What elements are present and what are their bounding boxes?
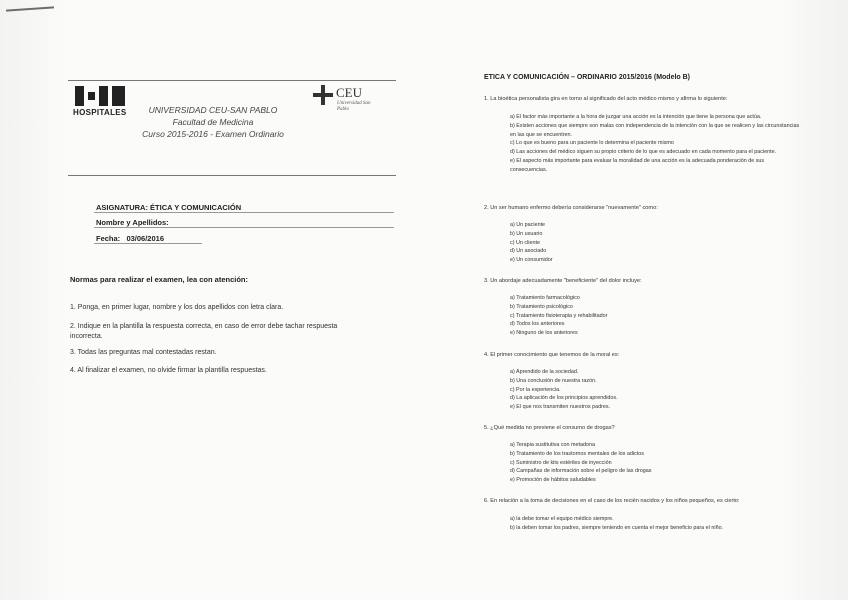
question-3-options	[510, 294, 800, 338]
option: e) Promoción de hábitos saludables	[510, 477, 596, 484]
option: b) Una conclusión de nuestra razón.	[510, 377, 597, 384]
option: a) la debe tomar el equipo médico siempre.	[510, 516, 614, 522]
header-bottom-rule	[68, 175, 396, 176]
hm-hospitales-logo	[75, 86, 125, 106]
university-name: UNIVERSIDAD CEU-SAN PABLO	[148, 105, 278, 115]
option: c) Lo que es bueno para un paciente lo determina el paciente mismo	[510, 140, 674, 147]
option: a) Terapia sustitutiva con metadona	[510, 442, 596, 448]
option: e) Ninguno de los anteriores	[510, 330, 578, 337]
option: d) Un asociado	[510, 248, 547, 255]
option: c) Un cliente	[510, 239, 540, 246]
question-6-options	[510, 515, 800, 533]
norm-item: 3. Todas las preguntas mal contestadas restan.	[70, 349, 217, 356]
option: b) Existen acciones que siempre son malas con independencia de la intención con la que se realicen y las circunstancias en las que se encuentren.	[510, 122, 800, 138]
option: c) Suministro de kits estériles de inyección	[510, 459, 612, 466]
option: d) Las acciones del médico siguen su propio criterio de lo que es adecuado en cada momento para el paciente.	[510, 149, 777, 156]
option: b) la deben tomar los padres, siempre teniendo en cuenta el mejor beneficio para el niño.	[510, 524, 724, 531]
hospital-name: HOSPITALES	[73, 108, 127, 117]
option: b) Un usuario	[510, 230, 543, 237]
option: e) El aspecto más importante para evaluar la moralidad de una acción es la adecuada ponderación de sus consecuencias.	[510, 157, 765, 173]
question-6: 6. En relación a la toma de decisiones en el caso de los recién nacidos y los niños pequeños, es cierto:	[484, 498, 740, 504]
option: b) Tratamiento de los trastornos mentales de los adictos	[510, 450, 644, 457]
norm-item: 1. Ponga, en primer lugar, nombre y los dos apellidos con letra clara.	[70, 304, 284, 311]
option: e) El que nos transmiten nuestros padres.	[510, 404, 611, 411]
option: e) Un consumidor	[510, 257, 553, 264]
faculty-name: Facultad de Medicina	[172, 117, 254, 127]
question-4: 4. El primer conocimiento que tenemos de la moral es:	[484, 352, 620, 358]
option: a) El factor más importante a la hora de juzgar una acción es la intención que tiene la persona que actúa.	[510, 114, 762, 120]
exam-title: ETICA Y COMUNICACIÓN – ORDINARIO 2015/2016 (Modelo B)	[484, 74, 691, 81]
ceu-logo-subtitle: Universidad San Pablo	[337, 101, 371, 112]
name-rule	[94, 227, 394, 228]
option: b) Tratamiento psicológico	[510, 303, 573, 310]
ceu-logo-text: CEU	[336, 85, 362, 100]
question-2: 2. Un ser humano enfermo debería considerarse "nuevamente" como:	[484, 205, 658, 211]
date-value: 03/06/2016	[126, 234, 164, 243]
ceu-cross-icon	[313, 85, 333, 105]
question-1: 1. La bioética personalista gira en torno al significado del acto médico mismo y afirma lo siguiente:	[484, 96, 728, 102]
date-rule	[94, 243, 202, 244]
question-3: 3. Un abordaje adecuadamente "beneficiente" del dolor incluye:	[484, 278, 642, 284]
subject-label: ASIGNATURA: ÉTICA Y COMUNICACIÓN	[96, 203, 242, 212]
option: a) Tratamiento farmacológico	[510, 295, 580, 301]
option: a) Aprendido de la sociedad.	[510, 369, 579, 375]
option: c) Por la experiencia.	[510, 386, 561, 393]
option: a) Un paciente	[510, 222, 546, 228]
question-5-options	[510, 441, 800, 485]
date-label: Fecha:	[96, 234, 121, 243]
question-4-options	[510, 368, 800, 412]
course-name: Curso 2015-2016 - Examen Ordinario	[142, 129, 284, 139]
option: d) La aplicación de los principios aprendidos.	[510, 395, 618, 402]
subject-rule	[94, 212, 394, 213]
corner-mark	[6, 6, 54, 11]
header-top-rule	[68, 80, 396, 81]
option: d) Campañas de información sobre el peligro de las drogas	[510, 468, 652, 475]
question-1-options	[510, 113, 800, 175]
option: d) Todos los anteriores	[510, 321, 565, 328]
name-label: Nombre y Apellidos:	[96, 218, 169, 227]
norms-title: Normas para realizar el examen, lea con atención:	[70, 275, 248, 284]
norm-item: 4. Al finalizar el examen, no olvide firmar la plantilla respuestas.	[70, 367, 267, 374]
option: c) Tratamiento fisioterapia y rehabilitador	[510, 312, 608, 319]
norm-item: 2. Indique en la plantilla la respuesta correcta, en caso de error debe tachar respuesta incorrecta.	[70, 323, 338, 340]
question-5: 5. ¿Qué medida no previene el consumo de drogas?	[484, 425, 615, 431]
question-2-options	[510, 221, 800, 265]
date-field	[96, 234, 164, 243]
institution-block	[138, 104, 288, 140]
